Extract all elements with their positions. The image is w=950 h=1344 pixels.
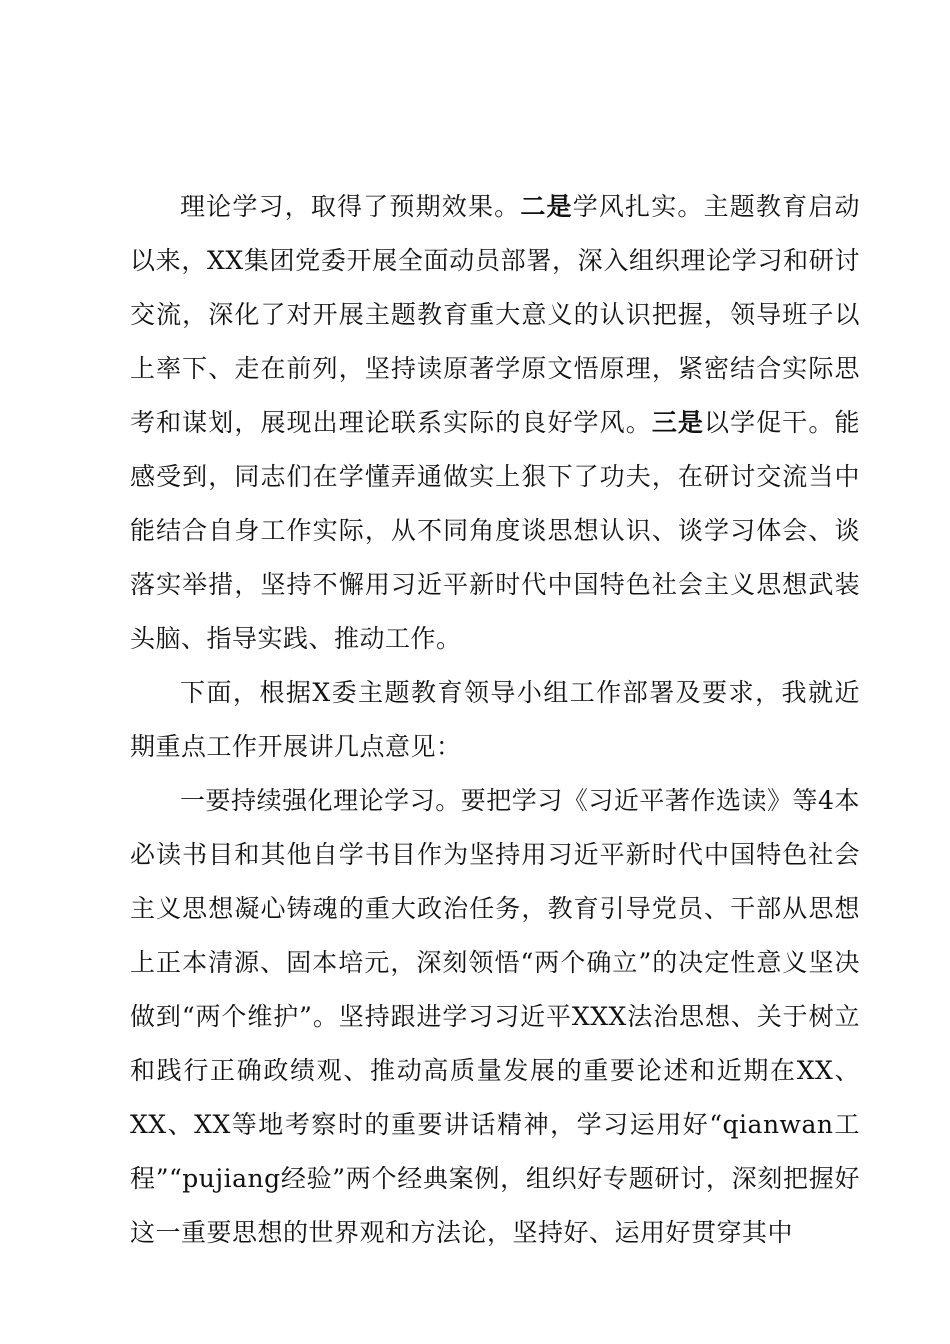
paragraph-1-text-b: 学风扎实。主题教育启动以来，XX集团党委开展全面动员部署，深入组织理论学习和研讨交流，深化了对开展主题教育重大意义的认识把握，领导班子以上率下、走在前列，坚持读原著学原文悟原理，紧密结合实际思考和谋划，展现出理论联系实际的良好学风。 (130, 192, 860, 437)
paragraph-2: 下面，根据X委主题教育领导小组工作部署及要求，我就近期重点工作开展讲几点意见： (130, 678, 860, 761)
paragraph-1-text-a: 理论学习，取得了预期效果。 (180, 192, 521, 221)
paragraph-1-text-c: 以学促干。能感受到，同志们在学懂弄通做实上狠下了功夫，在研讨交流当中能结合自身工作实际，从不同角度谈思想认识、谈学习体会、谈落实举措，坚持不懈用习近平新时代中国特色社会主义思想武装头脑、指导实践、推动工作。 (130, 408, 860, 653)
document-body (130, 180, 860, 1260)
bold-marker-two: 二是 (520, 192, 573, 221)
bold-marker-three: 三是 (651, 408, 705, 437)
paragraph-3: 一要持续强化理论学习。要把学习《习近平著作选读》等4本必读书目和其他自学书目作为坚持用习近平新时代中国特色社会主义思想凝心铸魂的重大政治任务，教育引导党员、干部从思想上正本清源、固本培元，深刻领悟“两个确立”的决定性意义坚决做到“两个维护”。坚持跟进学习习近平XXX法治思想、关于树立和践行正确政绩观、推动高质量发展的重要论述和近期在XX、XX、XX等地考察时的重要讲话精神，学习运用好“qianwan工程”“pujiang经验”两个经典案例，组织好专题研讨，深刻把握好这一重要思想的世界观和方法论，坚持好、运用好贯穿其中 (130, 786, 860, 1247)
paragraph-1 (130, 180, 860, 666)
